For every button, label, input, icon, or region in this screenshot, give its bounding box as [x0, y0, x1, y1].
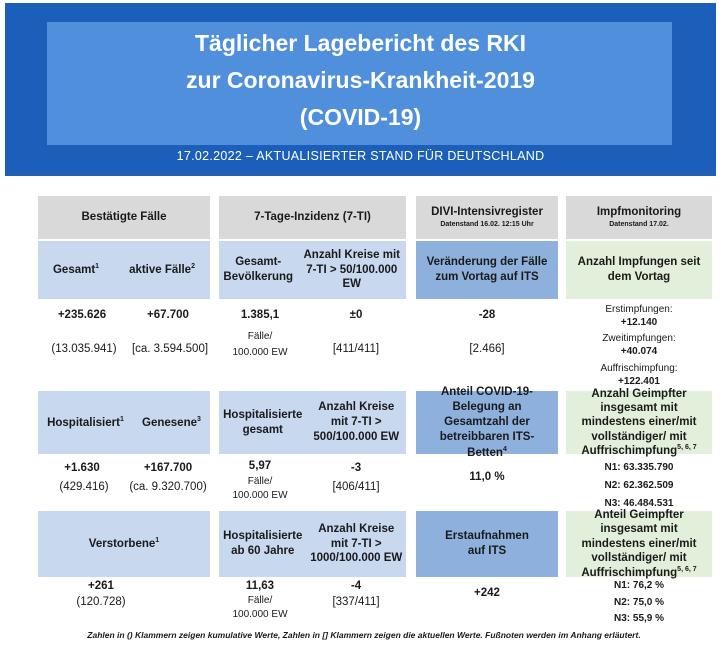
report-title-line-3: (COVID-19): [299, 104, 422, 130]
label-erstaufnahmen-its: Erstaufnahmen auf ITS: [416, 511, 558, 577]
header-divi: [416, 196, 558, 239]
label-anzahl-geimpfter: Anzahl Geimpfter insgesamt mit mindestens einer/mit vollständiger/ mit Auffrischimpfung$^{5, 6, 7}$: [566, 391, 712, 454]
value-kreise-50-aktuell: [411/411]: [332, 343, 380, 355]
unit-faelle: Fälle/: [247, 595, 273, 606]
value-verstorbene: +261: [88, 580, 114, 592]
value-hospitalisiert-kumulativ: (429.416): [59, 481, 109, 493]
label-gesamt-bevoelkerung: Gesamt-Bevölkerung: [223, 256, 294, 283]
value-its-veraenderung: -28: [478, 309, 496, 321]
value-gesamt-kumulativ: (13.035.941): [51, 343, 117, 355]
label-hospitalisiert: Hospitalisiert$^1$: [47, 415, 124, 429]
value-genesene-aktuell: (ca. 9.320.700): [129, 481, 207, 493]
label-cell-inzidenz: [219, 241, 406, 299]
header-datenstand: Datenstand 16.02. 12:15 Uhr: [440, 221, 534, 229]
label-cell-hospitalisiert: [38, 391, 210, 454]
value-erstaufnahmen-its: +242: [474, 587, 500, 599]
label-erstimpfungen: Erstimpfungen:: [605, 304, 673, 315]
unit-100000-ew: 100.000 EW: [232, 490, 288, 501]
unit-faelle: Fälle/: [247, 476, 273, 487]
value-aktive-faelle: +67.700: [147, 309, 189, 321]
label-gesamt: Gesamt$^1$: [52, 263, 100, 276]
value-kreise-1000: -4: [350, 580, 362, 592]
label-impfungen-vortag: Anzahl Impfungen seit dem Vortag: [566, 241, 712, 299]
label-kreise-500: Anzahl Kreise mit 7-TI > 500/100.000 EW: [313, 401, 400, 443]
label-genesene: Genesene$^3$: [142, 415, 201, 429]
header-label: Bestätigte Fälle: [81, 211, 167, 224]
value-hosp-gesamt: 5,97: [248, 460, 272, 472]
header-label: Impfmonitoring: [596, 206, 682, 219]
value-kreise-50: ±0: [349, 309, 363, 321]
value-inzidenz-gesamt: 1.385,1: [240, 309, 280, 321]
value-anteil-n3: N3: 55,9 %: [613, 613, 665, 624]
value-auffrischimpfung: +122.401: [618, 376, 660, 387]
unit-100000-ew: 100.000 EW: [232, 609, 288, 620]
label-cell-hosp-inzidenz: [219, 391, 406, 454]
value-anteil-n2: N2: 75,0 %: [613, 597, 665, 608]
value-hosp-ab-60: 11,63: [245, 580, 275, 592]
label-anteil-geimpfter: Anteil Geimpfter insgesamt mit mindestens einer/mit vollständiger/ mit Auffrischimpfung$^{5, 6, 7}$: [566, 511, 712, 577]
value-gesamt: +235.626: [57, 309, 107, 321]
report-title-line-2: zur Coronavirus-Krankheit-2019: [186, 67, 535, 93]
header-impfmonitoring: [566, 196, 712, 239]
header-datenstand: Datenstand 17.02.: [609, 221, 669, 229]
value-genesene: +167.700: [143, 462, 193, 474]
value-kreise-1000-aktuell: [337/411]: [332, 596, 380, 608]
value-anteil-n1: N1: 76,2 %: [613, 580, 665, 591]
value-kreise-500: -3: [350, 462, 362, 474]
header-label: DIVI-Intensivregister: [431, 206, 543, 219]
value-kreise-500-aktuell: [406/411]: [332, 481, 380, 493]
label-kreise-1000: Anzahl Kreise mit 7-TI > 1000/100.000 EW: [310, 522, 403, 565]
label-kreise-50: Anzahl Kreise mit 7-TI > 50/100.000 EW: [303, 248, 400, 291]
label-cell-faelle: [38, 241, 210, 299]
value-hospitalisiert: +1.630: [64, 462, 100, 474]
label-its-veraenderung: Veränderung der Fälle zum Vortag auf ITS: [416, 241, 558, 299]
header-label: 7-Tage-Inzidenz (7-TI): [254, 211, 371, 224]
value-zweitimpfungen: +40.074: [620, 346, 658, 357]
report-date-subtitle: 17.02.2022 – AKTUALISIERTER STAND FÜR DEUTSCHLAND: [176, 149, 545, 163]
unit-100000-ew: 100.000 EW: [232, 347, 288, 358]
value-verstorbene-kumulativ: (120.728): [76, 596, 126, 608]
header-inzidenz: [219, 196, 406, 239]
label-its-belegung: Anteil COVID-19-Belegung an Gesamtzahl der betreibbaren ITS-Betten$^4$: [416, 391, 558, 454]
label-aktive-faelle: aktive Fälle$^2$: [129, 263, 195, 276]
value-erstimpfungen: +12.140: [620, 317, 658, 328]
value-its-belegung: 11,0 %: [469, 471, 505, 483]
header-bestaetigte-faelle: [38, 196, 210, 239]
label-hospitalisierte-ab-60: Hospitalisierte ab 60 Jahre: [223, 530, 303, 557]
label-auffrischimpfung: Auffrischimpfung:: [600, 363, 678, 374]
label-cell-hosp60: [219, 511, 406, 577]
label-zweitimpfungen: Zweitimpfungen:: [602, 333, 676, 344]
value-its-aktuell: [2.466]: [469, 343, 505, 355]
value-geimpft-n1: N1: 63.335.790: [604, 462, 674, 473]
report-title-line-1: Täglicher Lagebericht des RKI: [194, 30, 527, 56]
value-aktive-aktuell: [ca. 3.594.500]: [131, 343, 209, 355]
label-hospitalisierte-gesamt: Hospitalisierte gesamt: [223, 408, 303, 436]
value-geimpft-n2: N2: 62.362.509: [604, 480, 674, 491]
value-geimpft-n3: N3: 46.484.531: [604, 498, 674, 509]
unit-faelle: Fälle/: [247, 331, 273, 342]
footnote-text: Zahlen in () Klammern zeigen kumulative Werte, Zahlen in [] Klammern zeigen die aktuellen Werte. Fußnoten werden im Anhang erläutert.: [87, 630, 641, 640]
label-verstorbene: Verstorbene$^1$: [38, 511, 210, 577]
